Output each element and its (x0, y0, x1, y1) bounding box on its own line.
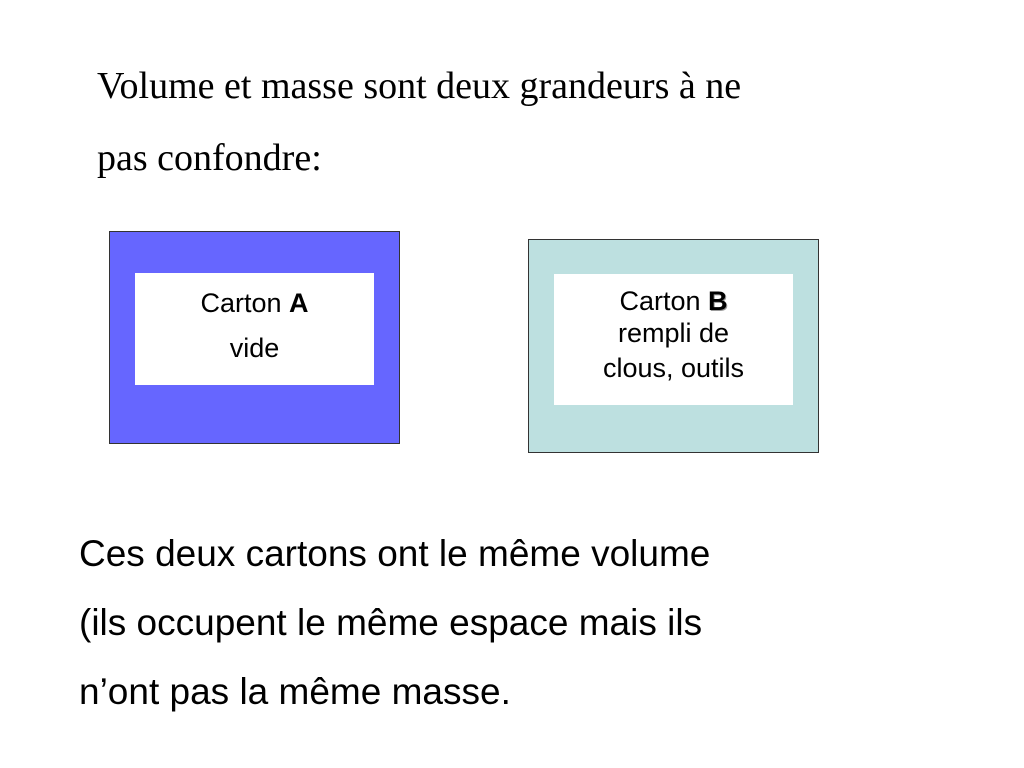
carton-b-label (554, 274, 793, 405)
carton-a-title (135, 287, 374, 319)
carton-a-letter: A (289, 288, 309, 318)
carton-b-title (554, 285, 793, 317)
carton-a-prefix: Carton (200, 288, 290, 318)
body-line-2: (ils occupent le même espace mais ils (79, 602, 703, 643)
title-line-2: pas confondre: (97, 137, 322, 179)
title-line-1: Volume et masse sont deux grandeurs à ne (97, 65, 742, 107)
carton-b-letter: B (708, 286, 728, 316)
carton-b-description-line-2: clous, outils (602, 353, 745, 383)
carton-a-description: vide (229, 333, 280, 363)
carton-b-description-line-1: rempli de (617, 318, 730, 348)
carton-b-box (528, 239, 819, 453)
carton-a-box (109, 231, 400, 444)
carton-a-label (135, 273, 374, 385)
body-line-3: n’ont pas la même masse. (79, 671, 511, 712)
carton-b-prefix: Carton (619, 286, 709, 316)
body-line-1: Ces deux cartons ont le même volume (79, 533, 711, 574)
